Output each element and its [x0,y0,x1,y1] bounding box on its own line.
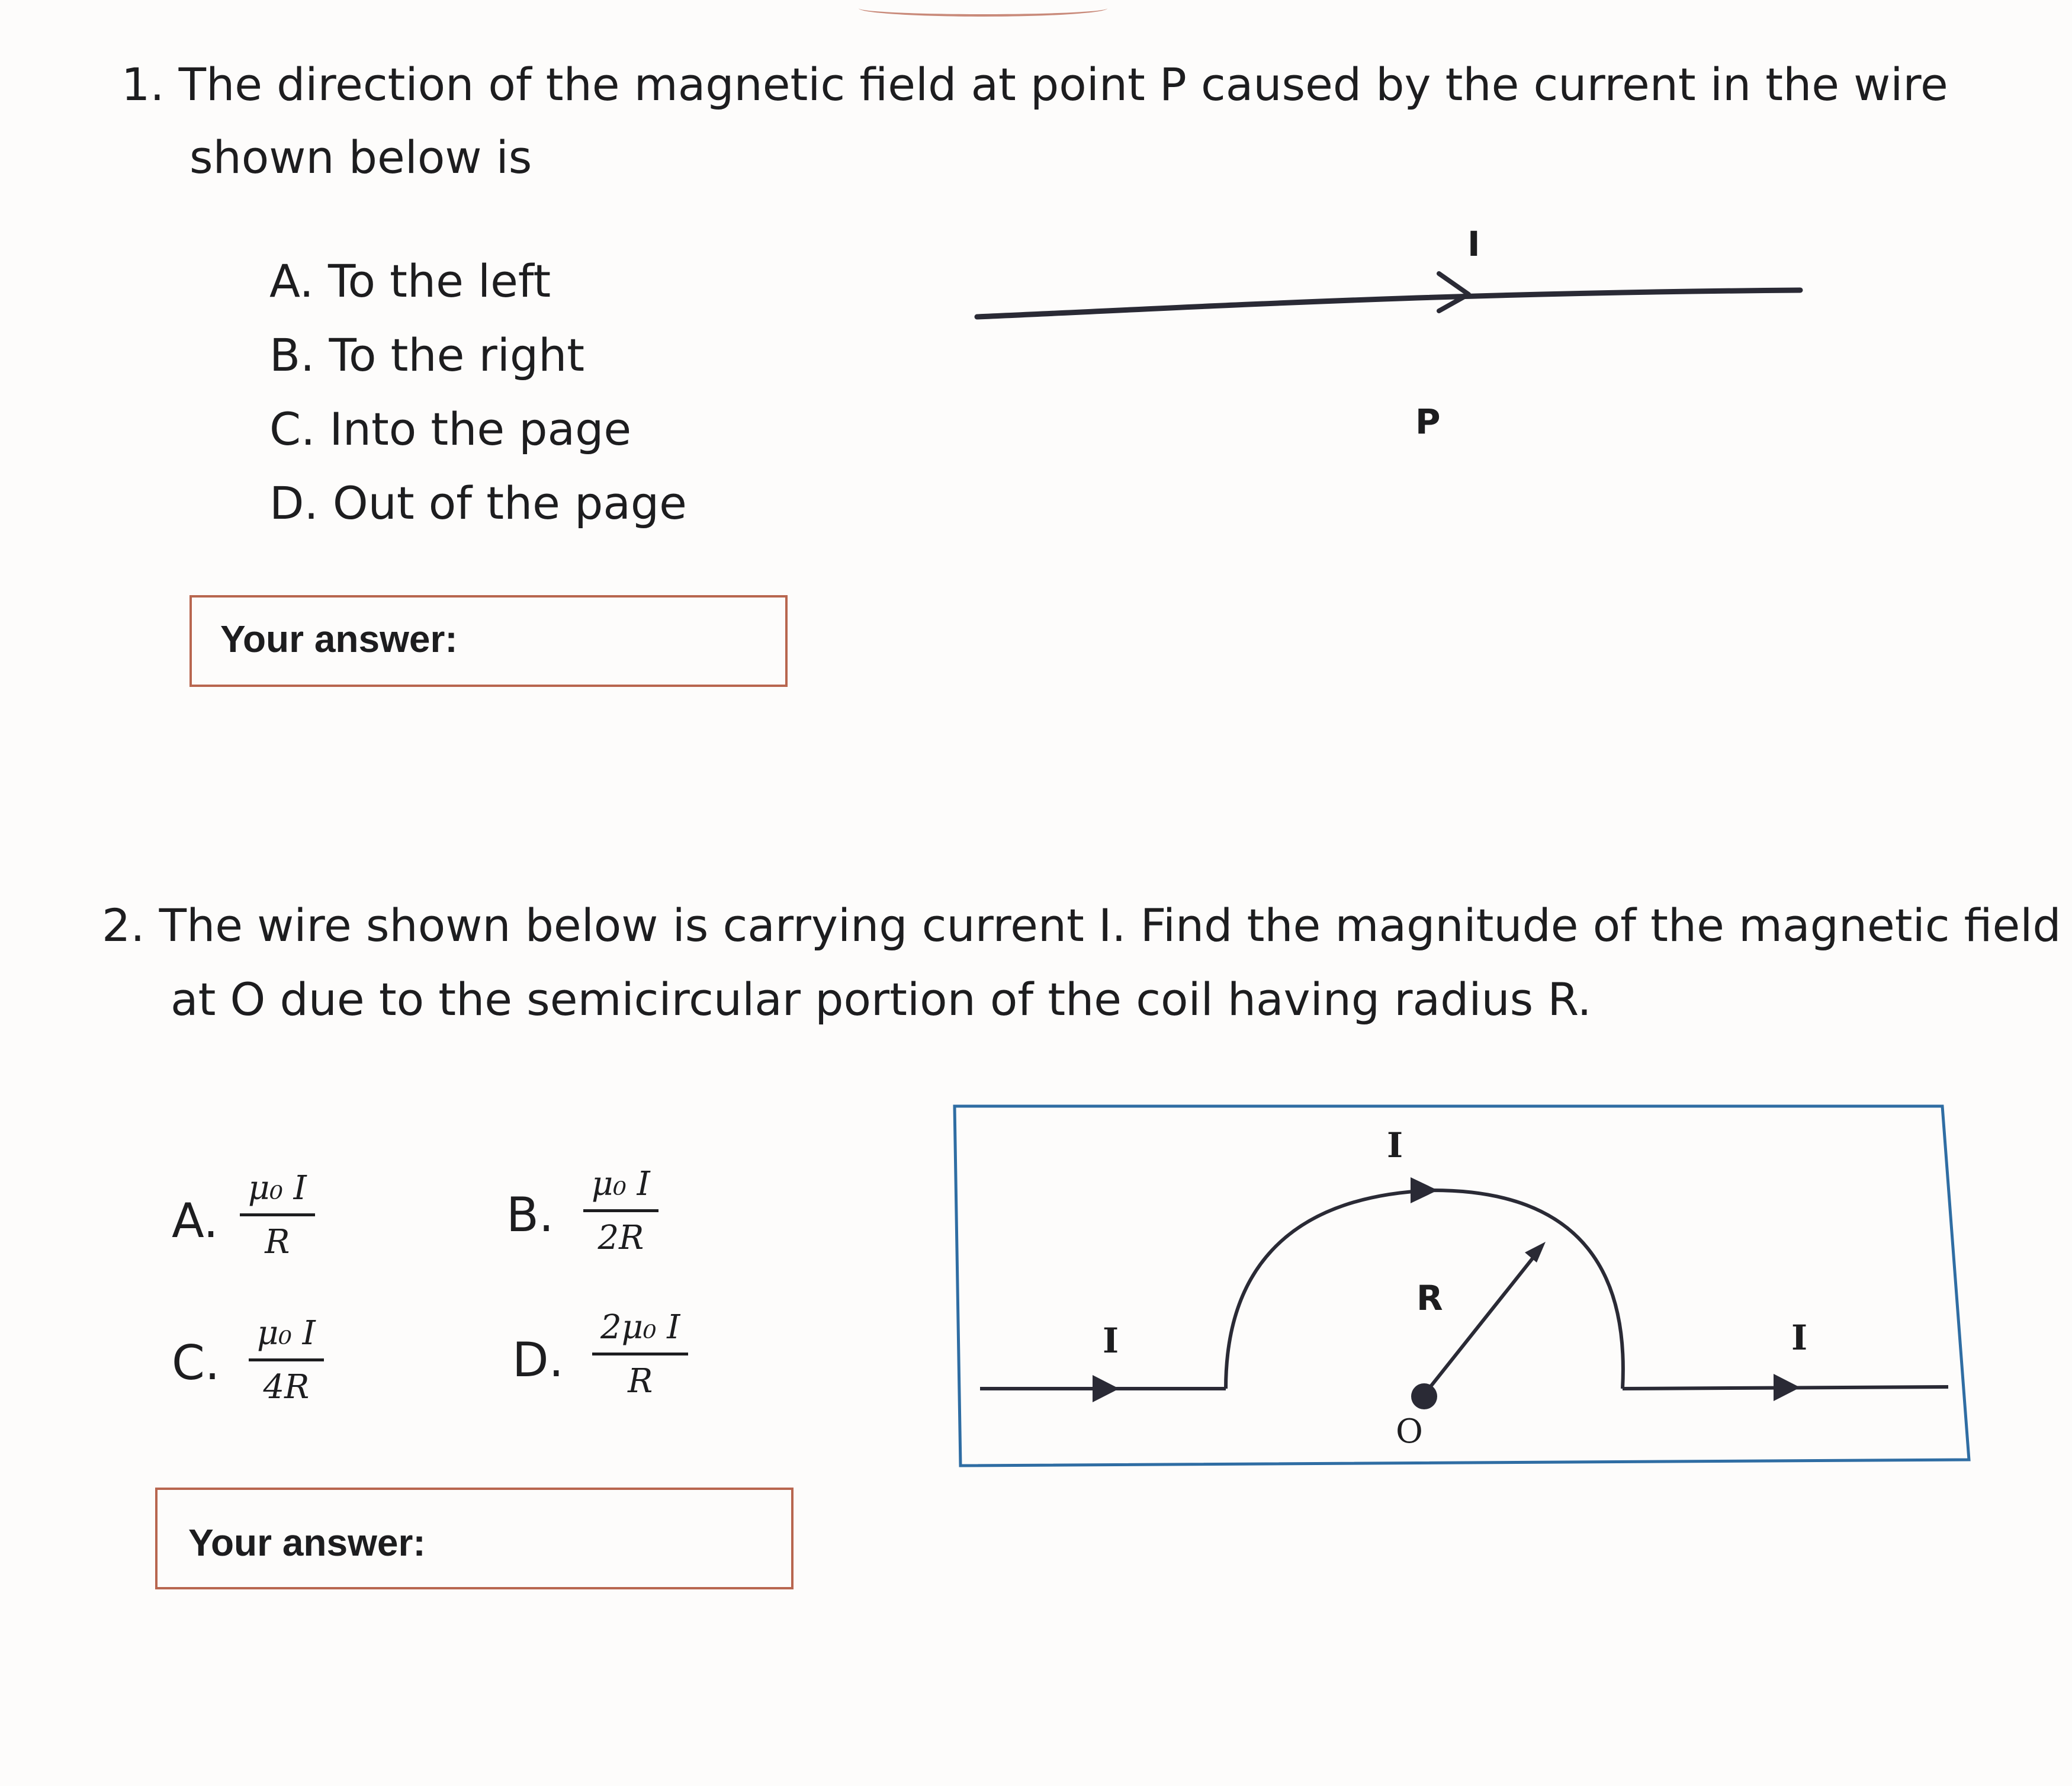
q2-option-d-letter[interactable]: D. [512,1332,564,1387]
q2-current-label-top: I [1387,1125,1403,1165]
q2-option-a-fraction[interactable] [240,1170,315,1262]
q2-center-dot [1411,1383,1437,1409]
q2-option-d-denominator: R [628,1362,653,1401]
q2-option-a-denominator: R [265,1223,290,1262]
q2-option-d-numerator: 2μ₀ I [592,1309,688,1355]
q2-text-line2: at O due to the semicircular portion of the coil having radius R. [171,973,1592,1026]
q2-option-b-letter[interactable]: B. [506,1187,554,1242]
q1-option-a[interactable]: A. To the left [269,255,551,307]
q1-point-p-label: P [1415,401,1441,442]
q2-option-c-letter[interactable]: C. [172,1335,220,1390]
q2-option-b-denominator: 2R [597,1219,644,1258]
q2-text-line1: 2. The wire shown below is carrying current I. Find the magnitude of the magnetic field [102,899,2061,952]
q2-option-c-denominator: 4R [263,1368,310,1407]
q2-arrow-top [1411,1177,1438,1203]
q1-wire [977,290,1800,317]
q2-answer-label: Your answer: [188,1521,426,1564]
q2-option-c-fraction[interactable] [249,1315,324,1407]
q2-figure-border [955,1106,1969,1466]
q1-text-line1: 1. The direction of the magnetic field at point P caused by the current in the wire [121,58,1948,111]
q2-option-b-fraction[interactable] [583,1165,658,1258]
q2-option-c-numerator: μ₀ I [249,1315,324,1361]
q2-option-d-fraction[interactable] [592,1309,688,1401]
q1-answer-label: Your answer: [220,618,458,660]
q1-current-arrow [1439,274,1469,311]
q2-center-label: O [1396,1412,1423,1451]
q2-current-label-left: I [1103,1321,1119,1361]
q2-arrow-right [1774,1374,1800,1401]
q2-option-b-numerator: μ₀ I [583,1165,658,1212]
q1-option-c[interactable]: C. Into the page [269,403,632,455]
q2-arrow-left [1093,1375,1119,1402]
q2-option-a-numerator: μ₀ I [240,1170,315,1216]
q2-current-label-right: I [1791,1318,1808,1358]
q1-option-b[interactable]: B. To the right [269,329,585,381]
q1-text-line2: shown below is [189,131,532,184]
top-edge-mark [859,0,1107,17]
q1-wire-figure [947,213,1836,462]
q1-option-d[interactable]: D. Out of the page [269,477,687,529]
q2-option-a-letter[interactable]: A. [172,1193,219,1248]
q2-semicircle-figure [947,1101,1984,1480]
q2-radius-arrowhead [1525,1242,1546,1263]
q2-radius-line [1424,1249,1540,1395]
q2-radius-label: R [1416,1278,1443,1318]
q1-current-label: I [1467,224,1480,264]
